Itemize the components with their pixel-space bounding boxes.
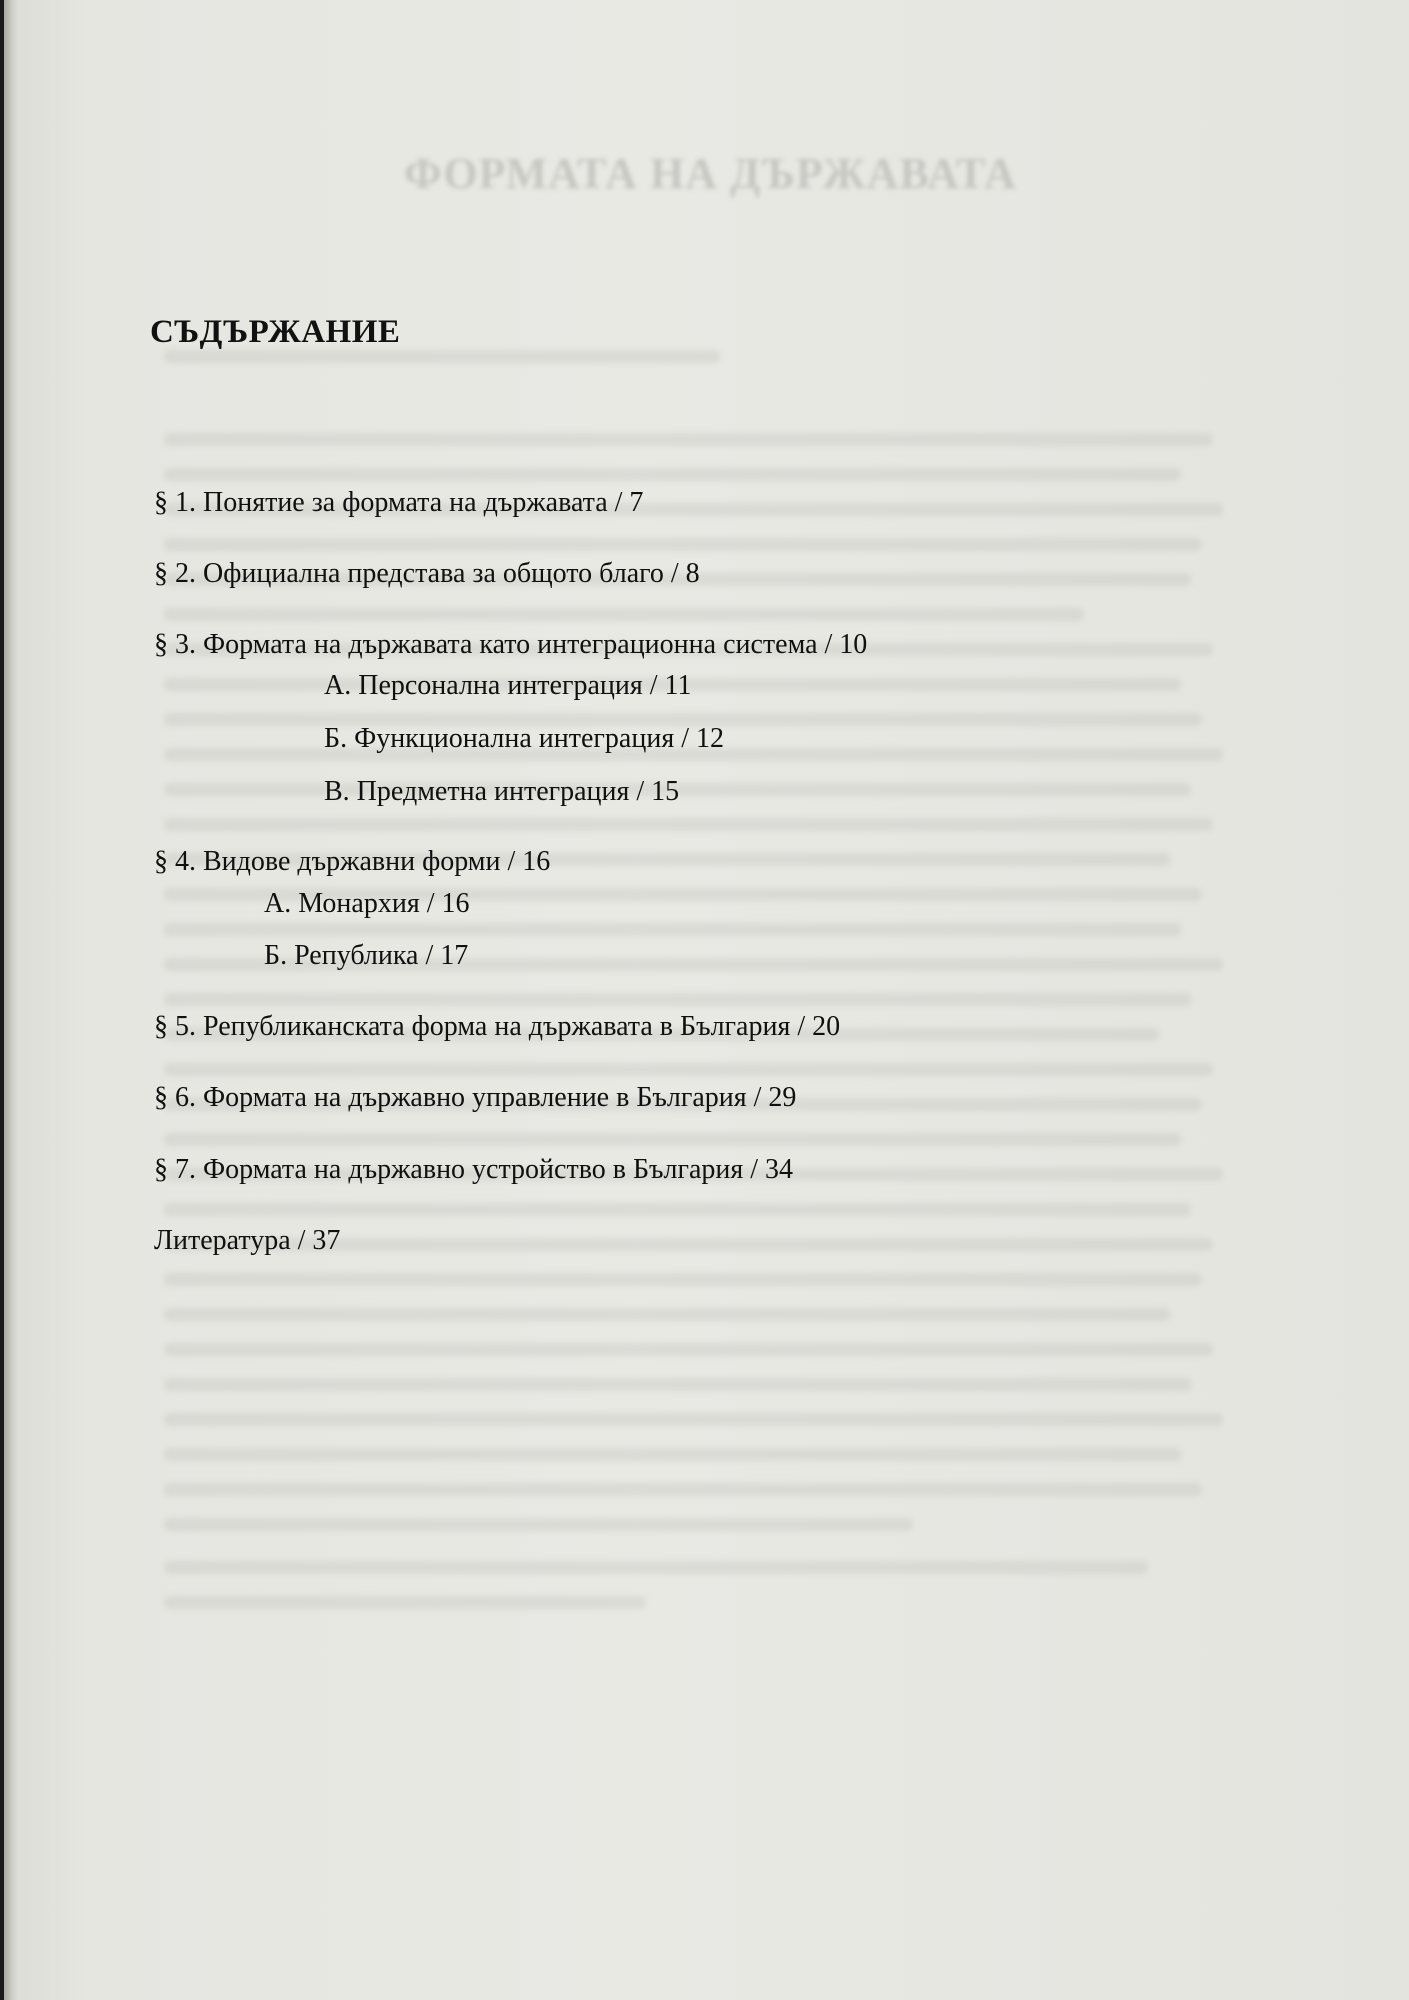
toc-entry: § 5. Републиканската форма на държавата в България / 20: [154, 1011, 841, 1042]
toc-subentry: А. Персонална интеграция / 11: [324, 670, 692, 701]
toc-title: СЪДЪРЖАНИЕ: [150, 314, 401, 350]
bleed-through-title: ФОРМАТА НА ДЪРЖАВАТА: [404, 149, 1017, 198]
book-page: [4, 0, 1409, 2000]
toc-entry: § 6. Формата на държавно управление в България / 29: [154, 1082, 797, 1113]
page-edge-shadow: [4, 0, 18, 2000]
toc-subentry: В. Предметна интеграция / 15: [324, 776, 680, 807]
toc-subentry: А. Монархия / 16: [264, 888, 470, 919]
toc-subentry: Б. Република / 17: [264, 940, 469, 971]
toc-entry: § 2. Официална представа за общото благо / 8: [154, 558, 700, 589]
toc-entry: Литература / 37: [154, 1225, 341, 1256]
toc-entry: § 3. Формата на държавата като интеграционна система / 10: [154, 629, 868, 660]
toc-entry: § 4. Видове държавни форми / 16: [154, 846, 551, 877]
toc-entry: § 7. Формата на държавно устройство в България / 34: [154, 1154, 794, 1185]
toc-entry: § 1. Понятие за формата на държавата / 7: [154, 487, 644, 518]
toc-subentry: Б. Функционална интеграция / 12: [324, 723, 724, 754]
